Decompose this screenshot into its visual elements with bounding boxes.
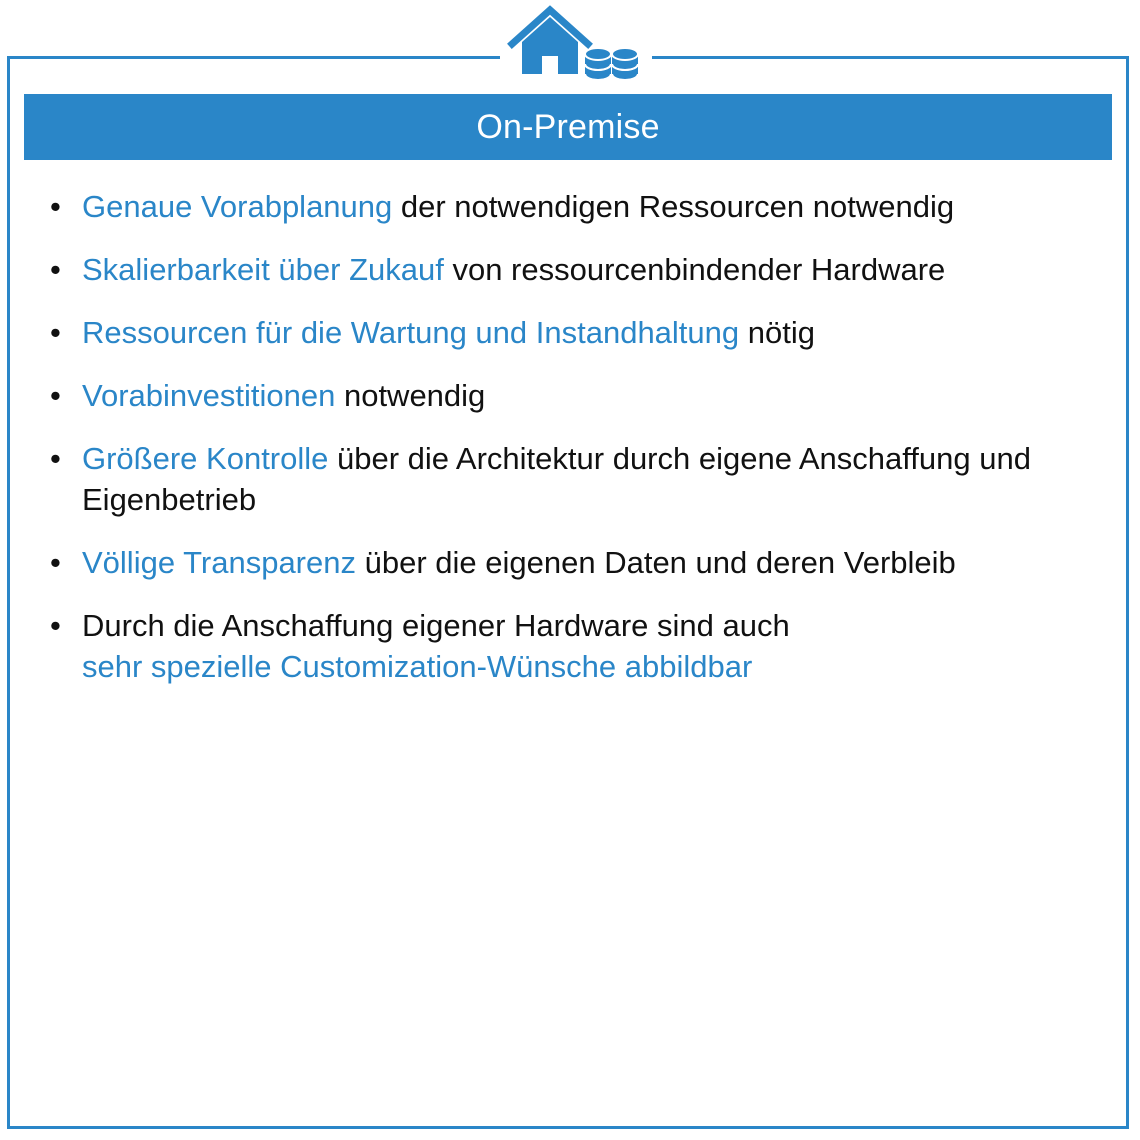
list-item [40, 375, 1110, 416]
bullet-dot-icon: • [50, 545, 61, 580]
body-text: Durch die Anschaffung eigener Hardware sind auch [82, 608, 790, 643]
house-with-database-icon [500, 2, 652, 86]
body-text: von ressourcenbindender Hardware [443, 252, 946, 287]
body-text: über die Architektur durch eigene Anschaffung und Eigenbetrieb [82, 441, 1031, 517]
header-title: On-Premise [476, 107, 660, 146]
highlight-text: Ressourcen für die Wartung und Instandhaltung [82, 315, 740, 350]
body-text: notwendig [335, 378, 486, 413]
body-text: nötig [739, 315, 815, 350]
list-item [40, 186, 1110, 227]
highlight-text: sehr spezielle Customization-Wünsche abbildbar [82, 649, 753, 684]
highlight-text: Vorabinvestitionen [82, 378, 336, 413]
bullet-dot-icon: • [50, 189, 61, 224]
list-item [40, 438, 1110, 520]
list-item [40, 542, 1110, 583]
list-item [40, 312, 1110, 353]
bullet-dot-icon: • [50, 441, 61, 476]
highlight-text: Genaue Vorabplanung [82, 189, 393, 224]
list-item [40, 605, 1110, 687]
bullet-dot-icon: • [50, 252, 61, 287]
list-item [40, 249, 1110, 290]
highlight-text: Völlige Transparenz [82, 545, 356, 580]
header-bar [24, 94, 1112, 160]
body-text: über die eigenen Daten und deren Verbleib [356, 545, 956, 580]
bullet-dot-icon: • [50, 315, 61, 350]
bullet-list [40, 186, 1110, 709]
highlight-text: Skalierbarkeit über Zukauf [82, 252, 444, 287]
bullet-dot-icon: • [50, 608, 61, 643]
body-text: der notwendigen Ressourcen notwendig [392, 189, 955, 224]
bullet-dot-icon: • [50, 378, 61, 413]
highlight-text: Größere Kontrolle [82, 441, 329, 476]
